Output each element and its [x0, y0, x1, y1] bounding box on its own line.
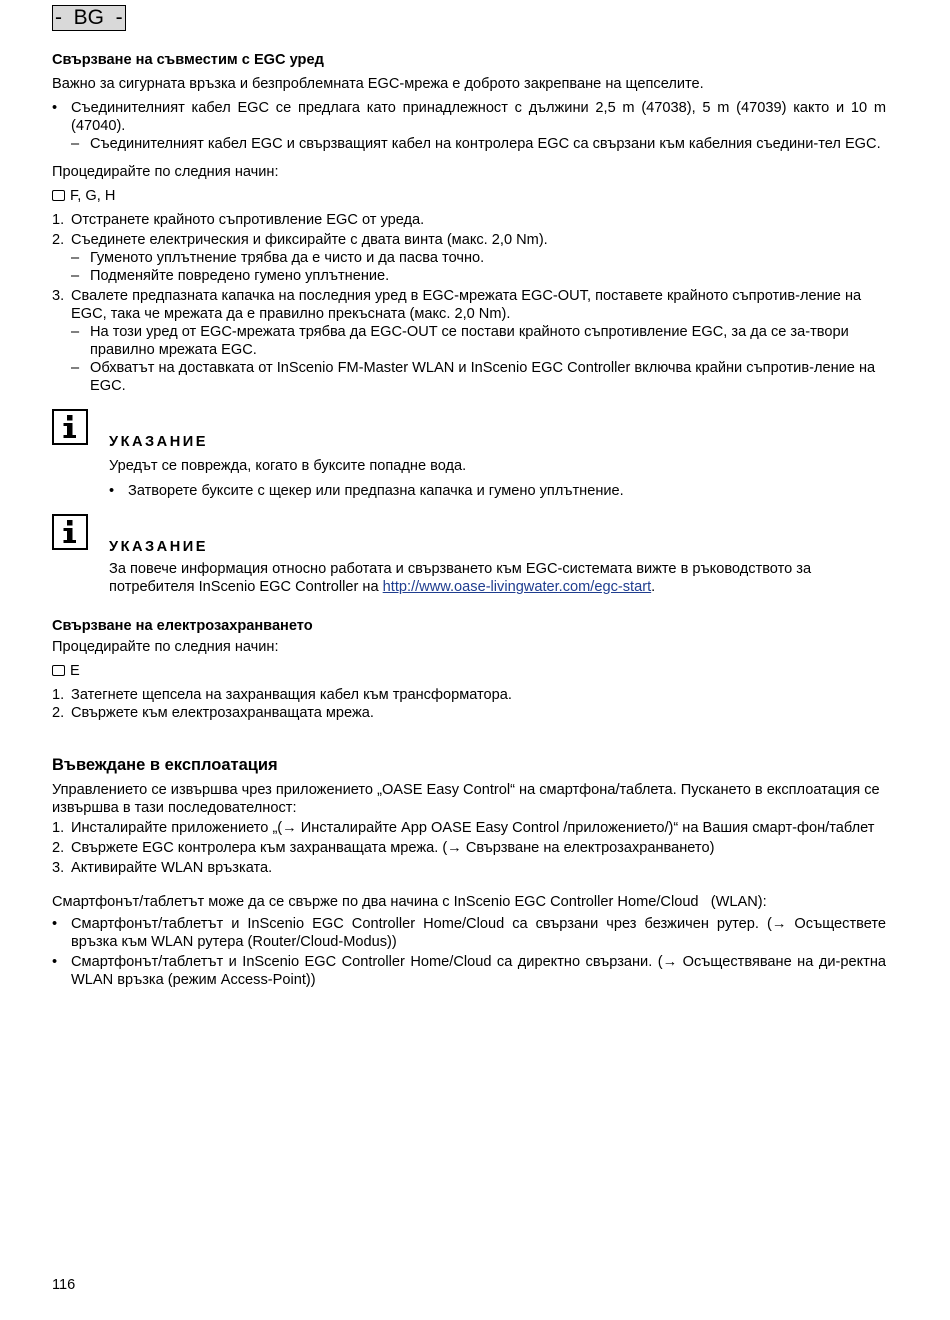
list-item-text: Гуменото уплътнение трябва да е чисто и да пасва точно.	[90, 250, 485, 266]
step-item	[52, 859, 886, 877]
step-text: Затегнете щепсела на захранващия кабел към трансформатора.	[71, 687, 512, 703]
step-text: Свържете EGC контролера към захранващата мрежа. (→ Свързване на електрозахранването)	[71, 840, 715, 856]
procedure-intro: Процедирайте по следния начин:	[52, 639, 279, 655]
note-title: УКАЗАНИЕ	[109, 434, 208, 450]
list-item-text: На този уред от EGC-мрежата трябва да EGC-OUT се постави крайното съпротивление EGC, за да се за-твори правилно мрежата EGC.	[90, 324, 849, 358]
step-item	[52, 231, 886, 249]
step-item	[52, 819, 886, 837]
list-subitem	[71, 135, 886, 153]
list-item	[52, 99, 886, 135]
bullet-icon: •	[52, 100, 58, 116]
step-number: 2.	[52, 840, 65, 856]
step-text: Свържете към електрозахранващата мрежа.	[71, 705, 374, 721]
step-number: 2.	[52, 705, 65, 721]
figure-reference-text: E	[70, 663, 80, 679]
step-item	[52, 686, 886, 704]
list-item	[109, 482, 886, 500]
section-intro: Важно за сигурната връзка и безпроблемната EGC-мрежа е доброто закрепване на щепселите.	[52, 76, 704, 92]
note-text	[109, 560, 886, 596]
procedure-intro: Процедирайте по следния начин:	[52, 164, 279, 180]
language-tag: - BG -	[52, 5, 126, 31]
step-number: 3.	[52, 860, 65, 876]
section-heading-commissioning: Въвеждане в експлоатация	[52, 756, 278, 774]
section-intro: Управлението се извършва чрез приложението „OASE Easy Control“ на смартфона/таблета. Пускането в експлоатация се извършва в тази последователност:	[52, 782, 880, 816]
page-content	[52, 50, 886, 989]
bullet-icon: •	[109, 483, 115, 499]
info-icon	[52, 514, 88, 550]
list-item-text: Смартфонът/таблетът и InScenio EGC Controller Home/Cloud са директно свързани. (→ Осъществяване на ди-ректна WLAN връзка (режим Access-Point))	[71, 954, 886, 988]
step-number: 1.	[52, 820, 65, 836]
note-text: Уредът се поврежда, когато в буксите попадне вода.	[109, 458, 467, 474]
connection-options-intro: Смартфонът/таблетът може да се свърже по два начина с InScenio EGC Controller Home/Cloud (WLAN):	[52, 894, 767, 910]
info-icon	[52, 409, 88, 445]
list-item-text: Подменяйте повредено гумено уплътнение.	[90, 268, 390, 284]
list-subitem	[71, 323, 886, 359]
list-item-text: Съединителният кабел EGC и свързващият кабел на контролера EGC са свързани към кабелния съедини-тел EGC.	[90, 136, 881, 152]
step-number: 1.	[52, 687, 65, 703]
bullet-icon: •	[52, 916, 58, 932]
note-box	[52, 514, 886, 596]
step-text: Инсталирайте приложението „(→ Инсталирайте App OASE Easy Control /приложението/)“ на Вашия смарт-фон/таблет	[71, 820, 875, 836]
list-item-text: Затворете буксите с щекер или предпазна капачка и гумено уплътнение.	[128, 483, 624, 499]
list-item-text: Смартфонът/таблетът и InScenio EGC Controller Home/Cloud са свързани чрез безжичен рутер. (→ Осъществете връзка към WLAN рутера (Router/Cloud-Modus))	[71, 916, 886, 950]
page-number: 116	[52, 1277, 76, 1293]
list-item	[52, 915, 886, 951]
dash-icon: –	[71, 250, 80, 266]
step-item	[52, 839, 886, 857]
step-number: 2.	[52, 232, 65, 248]
list-item	[52, 953, 886, 989]
figure-reference	[52, 662, 886, 680]
list-subitem	[71, 249, 886, 267]
note-title: УКАЗАНИЕ	[109, 539, 208, 555]
dash-icon: –	[71, 324, 80, 340]
figure-icon	[52, 190, 65, 201]
dash-icon: –	[71, 360, 80, 376]
egc-start-link[interactable]: http://www.oase-livingwater.com/egc-start	[382, 579, 652, 595]
step-text: Свалете предпазната капачка на последния уред в EGC-мрежата EGC-OUT, поставете крайното съпротив-ление на EGC, така че мрежата да е правилно прекъсната (макс. 2,0 Nm).	[71, 288, 862, 322]
note-box	[52, 409, 886, 500]
step-text: Съединете електрическия и фиксирайте с двата винта (макс. 2,0 Nm).	[71, 232, 548, 248]
dash-icon: –	[71, 268, 80, 284]
step-text: Отстранете крайното съпротивление EGC от уреда.	[71, 212, 425, 228]
figure-reference	[52, 187, 886, 205]
figure-reference-text: F, G, H	[70, 188, 116, 204]
step-text: Активирайте WLAN връзката.	[71, 860, 273, 876]
step-number: 1.	[52, 212, 65, 228]
list-item-text: Обхватът на доставката от InScenio FM-Master WLAN и InScenio EGC Controller включва крайни съпротив-ление на EGC.	[90, 360, 876, 394]
section-heading-egc: Свързване на съвместим с EGC уред	[52, 52, 324, 68]
figure-icon	[52, 665, 65, 676]
dash-icon: –	[71, 136, 80, 152]
list-subitem	[71, 267, 886, 285]
step-number: 3.	[52, 288, 65, 304]
step-item	[52, 287, 886, 323]
step-item	[52, 704, 886, 722]
bullet-icon: •	[52, 954, 58, 970]
section-heading-power: Свързване на електрозахранването	[52, 618, 313, 634]
list-item-text: Съединителният кабел EGC се предлага като принадлежност с дължини 2,5 m (47038), 5 m (47039) както и 10 m (47040).	[71, 100, 886, 134]
note-text-end: .	[651, 579, 656, 595]
note-text-body: За повече информация относно работата и свързването към EGC-системата вижте в ръководството за потребителя InScenio EGC Controller на	[109, 561, 812, 595]
list-subitem	[71, 359, 886, 395]
step-item	[52, 211, 886, 229]
